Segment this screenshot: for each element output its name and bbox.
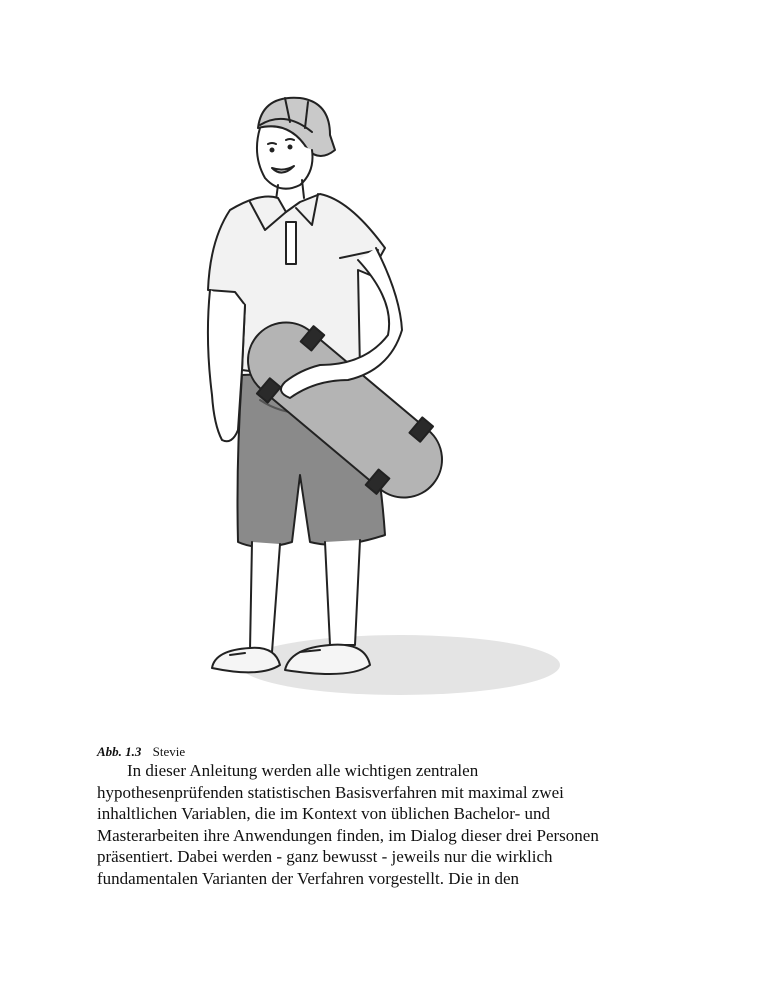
paragraph-line: fundamentalen Varianten der Verfahren vorgestellt. Die in den: [97, 868, 520, 888]
body-paragraph: [97, 760, 697, 889]
legs: [250, 540, 360, 652]
paragraph-line: In dieser Anleitung werden alle wichtigen zentralen: [127, 761, 479, 780]
paragraph-line: inhaltlichen Variablen, die im Kontext von üblichen Bachelor- und: [97, 804, 551, 823]
stevie-illustration: [190, 80, 560, 730]
figure-caption-text: Stevie: [152, 744, 186, 759]
paragraph-line: präsentiert. Dabei werden - ganz bewusst - jeweils nur die wirklich: [97, 847, 553, 866]
figure-label: Abb. 1.3: [97, 744, 142, 759]
figure-caption: [97, 744, 185, 760]
paragraph-line: Masterarbeiten ihre Anwendungen finden, im Dialog dieser drei Personen: [97, 825, 599, 845]
paragraph-line: hypothesenprüfenden statistischen Basisverfahren mit maximal zwei: [97, 782, 564, 802]
